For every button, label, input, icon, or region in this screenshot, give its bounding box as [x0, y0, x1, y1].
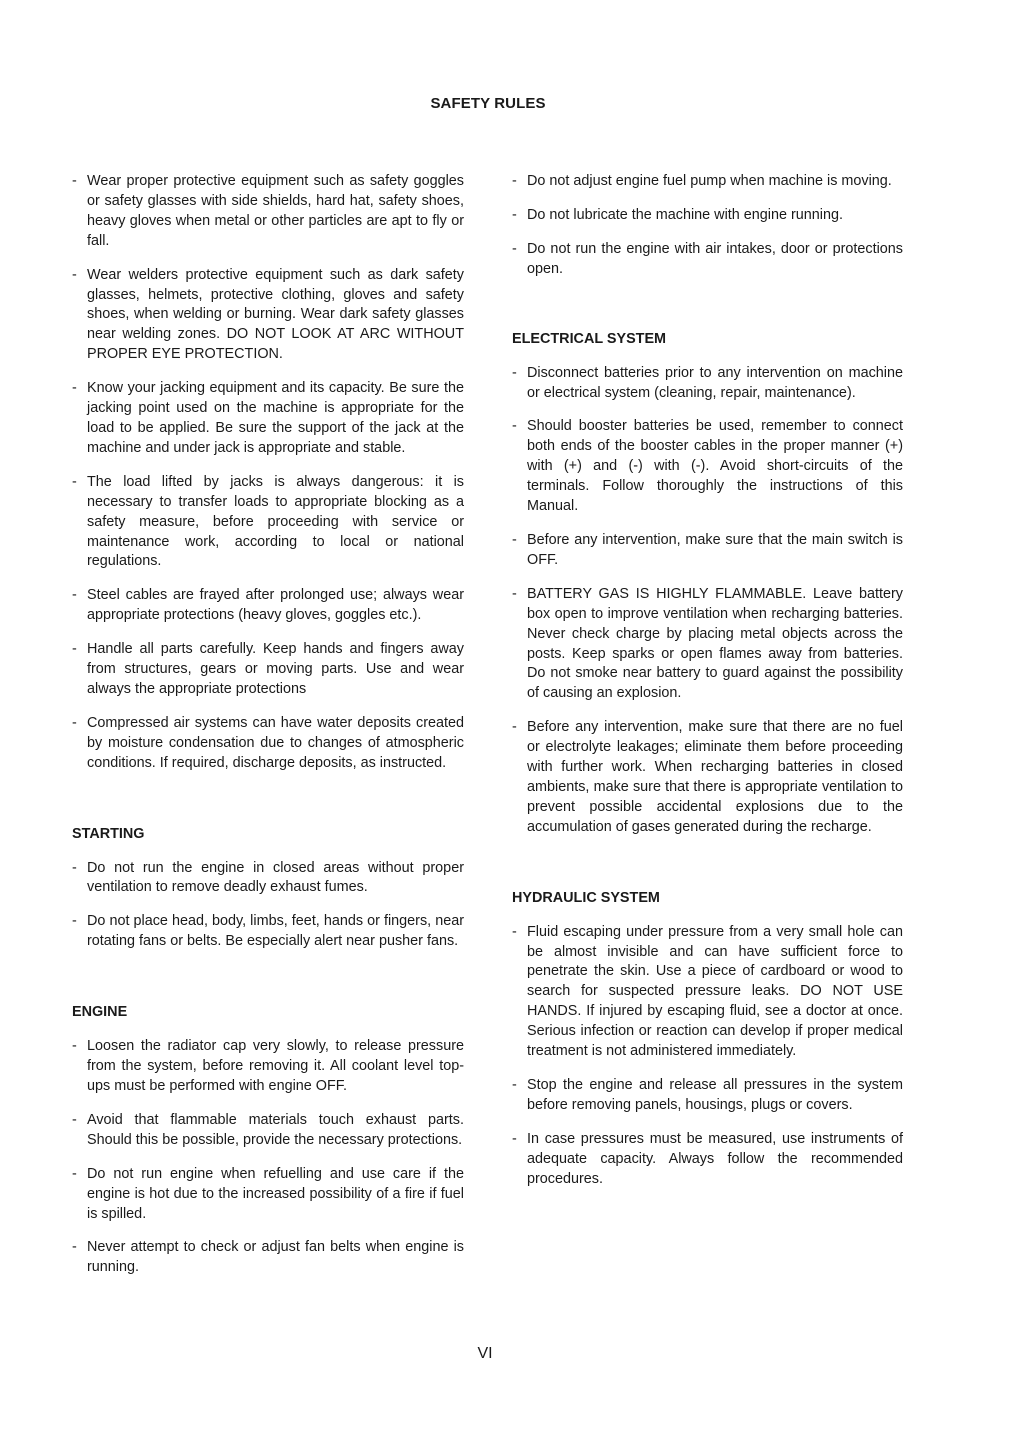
safety-item-fuel-pump: - Do not adjust engine fuel pump when machine is moving.: [512, 173, 892, 189]
hydraulic-item-release-pressures: - Stop the engine and release all pressures in the system before removing panels, housings, plugs or covers.: [512, 1077, 903, 1113]
section-heading-electrical: ELECTRICAL SYSTEM: [512, 330, 667, 347]
safety-item-lubricate: - Do not lubricate the machine with engine running.: [512, 206, 843, 223]
item-text: Know your jacking equipment and its capacity. Be sure the jacking point used on the machine is appropriate for the load to be applied. Be sure the support of the jack at the machine and under jack is appropriate and stable.: [87, 380, 464, 456]
safety-item-handle-parts: - Handle all parts carefully. Keep hands and fingers away from structures, gears or moving parts. Use and wear always the appropriate protections: [72, 641, 464, 697]
hydraulic-item-measure-pressures: - In case pressures must be measured, use instruments of adequate capacity. Always follow the recommended procedures.: [512, 1130, 903, 1187]
item-text: Compressed air systems can have water deposits created by moisture condensation due to changes of atmospheric conditions. If required, discharge deposits, as instructed.: [87, 714, 464, 771]
safety-item-welders-equipment: - Wear welders protective equipment such as dark safety glasses, helmets, protective clothing, gloves and safety shoes, when welding or burning. Wear dark safety glasses near welding zones. DO NOT LOOK AT ARC WITHOUT PROPER EYE PROTECTION.: [72, 266, 464, 363]
safety-item-steel-cables: - Steel cables are frayed after prolonged use; always wear appropriate protections (heavy gloves, goggles etc.).: [72, 587, 464, 624]
electrical-item-battery-gas: - BATTERY GAS IS HIGHLY FLAMMABLE. Leave battery box open to improve ventilation when recharging batteries. Never check charge by placing metal objects across the posts. Keep sparks or open flames away from batteries. Do not smoke near battery to guard against the possibility of causing an explosion.: [512, 585, 903, 702]
starting-item-ventilation: - Do not run the engine in closed areas without proper ventilation to remove deadly exhaust fumes.: [72, 859, 464, 896]
safety-item-jacking-equipment: - Know your jacking equipment and its capacity. Be sure the jacking point used on the machine is appropriate for the load to be applied. Be sure the support of the jack at the machine and under jack is appropriate and stable.: [72, 380, 464, 456]
electrical-item-leakages: - Before any intervention, make sure that there are no fuel or electrolyte leakages; eliminate them before proceeding with further work. When recharging batteries in closed ambients, make sure that there is appropriate ventilation to prevent possible accidental explosions due to the accumulation of gases generated during the recharge.: [512, 719, 903, 835]
item-text: Steel cables are frayed after prolonged use; always wear appropriate protections (heavy gloves, goggles etc.).: [87, 587, 464, 624]
item-text: Before any intervention, make sure that there are no fuel or electrolyte leakages; eliminate them before proceeding with further work. When recharging batteries in closed ambients, make sure that there is appropriate ventilation to prevent possible accidental explosions due to the accumulation of gases generated during the recharge.: [527, 719, 903, 835]
starting-item-rotating-fans: - Do not place head, body, limbs, feet, hands or fingers, near rotating fans or belts. Be especially alert near pusher fans.: [72, 913, 464, 950]
item-text: The load lifted by jacks is always dangerous: it is necessary to transfer loads to appropriate blocking as a safety measure, before proceeding with service or maintenance work, according to local or national regulations.: [87, 473, 464, 570]
engine-item-exhaust-parts: - Avoid that flammable materials touch exhaust parts. Should this be possible, provide the necessary protections.: [72, 1111, 464, 1148]
item-text: Avoid that flammable materials touch exhaust parts. Should this be possible, provide the necessary protections.: [87, 1111, 464, 1148]
item-text: Loosen the radiator cap very slowly, to release pressure from the system, before removing it. All coolant level top-ups must be performed with engine OFF.: [87, 1038, 464, 1094]
safety-item-protective-equipment: - Wear proper protective equipment such as safety goggles or safety glasses with side shields, hard hat, safety shoes, heavy gloves when metal or other particles are apt to fly or fall.: [72, 173, 464, 249]
safety-item-air-intakes: - Do not run the engine with air intakes, door or protections open.: [512, 240, 903, 277]
engine-item-radiator-cap: - Loosen the radiator cap very slowly, to release pressure from the system, before removing it. All coolant level top-ups must be performed with engine OFF.: [72, 1038, 464, 1094]
page-number: VI: [477, 1345, 493, 1362]
section-heading-starting: STARTING: [72, 825, 145, 842]
electrical-item-main-switch: - Before any intervention, make sure that the main switch is OFF.: [512, 531, 903, 568]
engine-item-fan-belts: - Never attempt to check or adjust fan belts when engine is running.: [72, 1239, 464, 1276]
section-heading-hydraulic: HYDRAULIC SYSTEM: [512, 889, 660, 906]
electrical-item-booster-batteries: - Should booster batteries be used, remember to connect both ends of the booster cables in the proper manner (+) with (+) and (-) with (-). Avoid short-circuits of the terminals. Follow thoroughly the instructions of this Manual.: [512, 418, 903, 515]
page-title: SAFETY RULES: [430, 95, 546, 112]
item-text: In case pressures must be measured, use instruments of adequate capacity. Always follow the recommended procedures.: [527, 1130, 903, 1187]
item-text: BATTERY GAS IS HIGHLY FLAMMABLE. Leave battery box open to improve ventilation when recharging batteries. Never check charge by placing metal objects across the posts. Keep sparks or open flames away from batteries. Do not smoke near battery to guard against the possibility of causing an explosion.: [527, 585, 903, 702]
electrical-item-disconnect-batteries: - Disconnect batteries prior to any intervention on machine or electrical system (cleaning, repair, maintenance).: [512, 364, 903, 401]
left-column: [72, 172, 464, 1292]
item-text: Do not run the engine with air intakes, door or protections open.: [527, 240, 903, 277]
item-text: Do not adjust engine fuel pump when machine is moving.: [527, 173, 892, 189]
right-column: [512, 172, 903, 1204]
item-text: Do not run engine when refuelling and use care if the engine is hot due to the increased possibility of a fire if fuel is spilled.: [87, 1165, 464, 1222]
item-text: Fluid escaping under pressure from a very small hole can be almost invisible and can have sufficient force to penetrate the skin. Use a piece of cardboard or wood to search for suspected pressure leaks. DO NOT USE HANDS. If injured by escaping fluid, see a doctor at once. Serious infection or reaction can develop if proper medical treatment is not administered immediately.: [527, 923, 903, 1060]
item-text: Do not lubricate the machine with engine running.: [527, 206, 843, 223]
item-text: Wear welders protective equipment such as dark safety glasses, helmets, protective clothing, gloves and safety shoes, when welding or burning. Wear dark safety glasses near welding zones. DO NOT LOOK AT ARC WITHOUT PROPER EYE PROTECTION.: [87, 266, 464, 363]
item-text: Wear proper protective equipment such as safety goggles or safety glasses with side shields, hard hat, safety shoes, heavy gloves when metal or other particles are apt to fly or fall.: [87, 173, 464, 249]
hydraulic-item-fluid-escaping: - Fluid escaping under pressure from a very small hole can be almost invisible and can have sufficient force to penetrate the skin. Use a piece of cardboard or wood to search for suspected pressure leaks. DO NOT USE HANDS. If injured by escaping fluid, see a doctor at once. Serious infection or reaction can develop if proper medical treatment is not administered immediately.: [512, 923, 903, 1060]
item-text: Never attempt to check or adjust fan belts when engine is running.: [87, 1239, 464, 1276]
item-text: Do not place head, body, limbs, feet, hands or fingers, near rotating fans or belts. Be especially alert near pusher fans.: [87, 913, 464, 950]
item-text: Do not run the engine in closed areas without proper ventilation to remove deadly exhaust fumes.: [87, 859, 464, 896]
section-heading-engine: ENGINE: [72, 1004, 128, 1021]
safety-item-jack-load: - The load lifted by jacks is always dangerous: it is necessary to transfer loads to appropriate blocking as a safety measure, before proceeding with service or maintenance work, according to local or national regulations.: [72, 473, 464, 570]
item-text: Disconnect batteries prior to any intervention on machine or electrical system (cleaning, repair, maintenance).: [527, 364, 903, 401]
item-text: Should booster batteries be used, remember to connect both ends of the booster cables in the proper manner (+) with (+) and (-) with (-). Avoid short-circuits of the terminals. Follow thoroughly the instructions of this Manual.: [527, 418, 903, 515]
item-text: Handle all parts carefully. Keep hands and fingers away from structures, gears or moving parts. Use and wear always the appropriate protections: [87, 641, 464, 697]
item-text: Stop the engine and release all pressures in the system before removing panels, housings, plugs or covers.: [527, 1077, 903, 1113]
item-text: Before any intervention, make sure that the main switch is OFF.: [527, 531, 903, 568]
engine-item-refuelling: - Do not run engine when refuelling and use care if the engine is hot due to the increased possibility of a fire if fuel is spilled.: [72, 1165, 464, 1222]
safety-item-compressed-air: - Compressed air systems can have water deposits created by moisture condensation due to changes of atmospheric conditions. If required, discharge deposits, as instructed.: [72, 714, 464, 771]
